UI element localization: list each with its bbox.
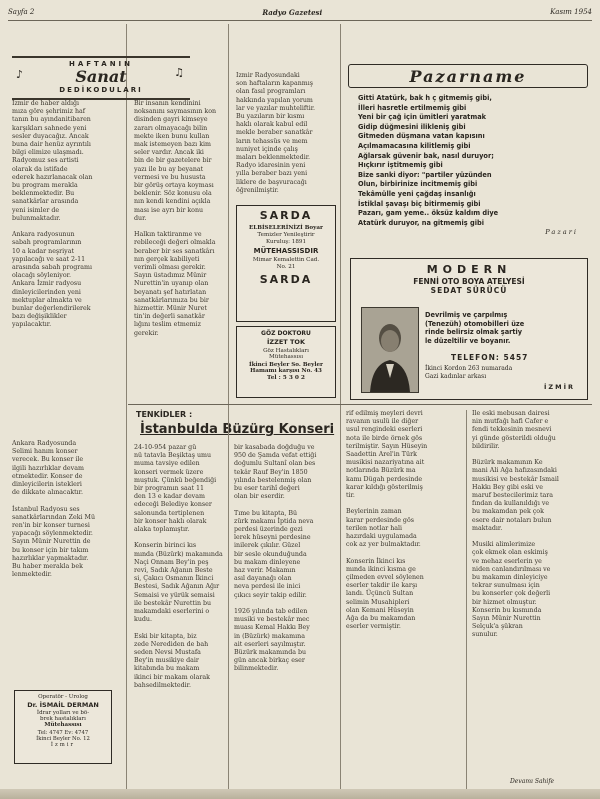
article-column-c: rif edilmiş meyleri devri ravanın usulü ile diğer usul rengindeki eserleri nota ile birde örnek gös terilmiştir. Sayın Hüseyin Saadettin Arel'in Türk musikisi nazariyatına ait notlarında Büzürk ma kamı Dügah perdesinde karar kıldığı gösterilmiş tir. Beylerinin zaman karar perdesinde gös terilen notlar hali hazırdaki uygulamada cok az yer bulmaktadır. Konserin İkinci kıs mında ikinci kısma ge çilmeden evvel söylenen eserler takdir ile karşı landı. Üçüncü Sultan selimin Musahipleri olan Kemani Hüseyin Ağa da bu makamdan eserler vermiştir. [346, 410, 428, 631]
pazarname-title-box [348, 64, 588, 88]
urologist-line1: Operatör - Urolog [38, 694, 88, 700]
page-fold [0, 789, 600, 799]
article-signature: Devamı Sahife [510, 778, 555, 785]
column-rule [340, 24, 341, 444]
radio-column-text: İzmir Radyosundaki son haftaların kapanmış olan fasıl programları hakkında yapılan yorum lar ve yazılar muhteliftir. Bu yazıların bir kısmı haklı olarak kabul edil mekle beraber sanatkâr ların tehassüs ve mem nuniyet içinde çalış maları beklenmektedir. Radyo idaresinin yeni yılla beraber bazı yeni liklere de başvuracağı öğrenilmiştir. [236, 72, 316, 194]
urologist-city: İzmir [50, 742, 76, 748]
doctor-line1: GÖZ DOKTORU [261, 330, 311, 337]
gossip-column-continued: Ankara Radyosunda Selimi hanım konser verecek. Bu konser ile ilgili hazırlıklar devam etmektedir. Konser de dinleyicilerin istekleri de dikkate alınacaktır. İstanbul Radyosu ses sanatkârlarından Zeki Mü ren'in bir konser turnesi yapacağı söylenmektedir. Sayın Münir Nurettin de bu konser için bir takım hazırlıklar yapmaktadır. Bu haber merakla bek lenmektedir. [12, 440, 96, 579]
section-rule [128, 404, 592, 405]
gossip-line1: HAFTANIN [68, 60, 134, 68]
pazarname-poem: Gitti Atatürk, bak h ç gitmemiş gibi, İlleri hasretle ertilmemiş gibi Yeni bir çağ için ümitleri yaratmak Gidip düğmesini ilikleniş gibi Gitmeden düşmana vatan kapısını Açılmamacasına kilitlemiş gibi Ağlarsak güvenir bak, nasıl duruyor; Hıçkırır iştitmemiş gibi Bize sanki diyor: "partiler yüzünden Olun, birbirinize incitmemiş gibi Tekâmülle yeni çağdaş insanlığı İstiklal şavaşı biç bitirmemiş gibi Pazarı, gam yeme.. öksüz kaldım diye Atatürk duruyor, na gitmemiş gibi [358, 94, 499, 227]
doctor-line5: İkinci Beyler So. Beyler [248, 362, 323, 368]
portrait-image [362, 308, 418, 392]
urologist-name: Dr. İSMAİL DERMAN [27, 701, 99, 709]
sarda-logo-bottom: SARDA [259, 273, 313, 286]
music-note-icon: ♪ [16, 68, 24, 81]
doctor-phone: Tel : 5 3 0 2 [267, 375, 305, 381]
doctor-line6: Hamamı karşısı No. 43 [250, 368, 322, 374]
pazarname-signature: Pazari [545, 228, 578, 237]
gossip-banner [12, 56, 190, 100]
music-note-icon: ♫ [174, 66, 184, 79]
sarda-line5: Mimar Kemalettin Cad. [252, 257, 320, 263]
issue-date: Kasım 1954 [550, 8, 592, 16]
doctor-line2: İZZET TOK [267, 338, 305, 346]
urologist-advertisement [14, 690, 112, 764]
header-rule [8, 20, 592, 21]
portrait-photo [361, 307, 419, 393]
sarda-line3: Kuruluş: 1891 [265, 239, 307, 245]
modern-line2: SEDAT SÜRÜCÜ [430, 286, 508, 295]
gossip-line3: DEDİKODULARI [59, 86, 143, 94]
sarda-logo: SARDA [259, 209, 313, 222]
sarda-advertisement [236, 205, 336, 322]
article-kicker: TENKİDLER : [136, 410, 193, 419]
column-rule [228, 410, 229, 790]
column-rule [126, 404, 127, 790]
article-column-d: İle eski mebusan dairesi nin mutfağı hafi Cafer e fendi tekkesinin mesnevi yi günde gösterildi olduğu bildirilir. Büzürk makamının Ke mani Ali Ağa hafızasındaki musikisi ve bestekâr Ismail Hakkı Bey gibi eski ve maruf bestecilerimiz tara fından da kullanıldığı ve bu makamdan pek çok esere dair notaları bulun maktadır. Musiki alimlerimize çok ekmek olan eskimiş ve mehaz eserlerin ye niden canlandırılması ve bu makamın dinleyiciye tekrar sunulması için bu konserler çok değerli bir hizmet olmuştur. Konserin bu kısmında Sayın Münir Nurettin Selçuk'a şükran sunulur. [472, 410, 559, 639]
modern-title: MODERN [426, 263, 512, 276]
sarda-line2: Temizler Yenileştirir [257, 232, 315, 238]
sarda-line6: No. 21 [276, 264, 296, 270]
pazarname-title: Pazarname [409, 66, 527, 86]
urologist-address: İkinci Beyler No. 12 [36, 736, 90, 742]
doctor-advertisement [236, 326, 336, 398]
doctor-line3: Göz Hastalıkları [263, 348, 309, 354]
pazarname-section [348, 64, 588, 237]
column-rule [466, 410, 467, 790]
modern-description: Devrilmiş ve çarpılmış (Tenezüh) otomobilleri üze rinde belirsiz olmak şartiy le düzeltilir ve boyanır. [425, 311, 525, 345]
modern-city: İZMİR [543, 383, 575, 391]
column-rule [228, 24, 229, 444]
gossip-line2: Sanat [75, 67, 127, 86]
urologist-phone: Tel: 4747 Ev: 4747 [37, 730, 89, 736]
article-column-a: 24-10-954 pazar gü nü tatavla Beşiktaş umu muma tavsiye edilen konseri vermek üzere muştuk. Çünkü beğendiği bir programın saat 11 den 13 e kadar devam edeceği Belediye konser salonunda tertiplenen bir konser haklı olarak alaka toplamıştır. Konserin birinci kıs mında (Büzürk) makamında Naçi Onnam Bey'in peş revi, Sadık Ağanın Beste si, Çakıcı Osmanın İkinci Bestesi, Sadık Ağanın Ağır Semaisi ve yürük semaisi ile bestekâr Nurettin bu makamdaki eserlerini o kudu. Eski bir kitapta, biz zede Nerediden de bah seden Nevsi Mustafa Bey'in musikiye dair kitabında bu makam ikinci bir makam olarak bahsedilmektedir. [134, 444, 223, 689]
article-headline: İstanbulda Büzürg Konseri [140, 422, 335, 437]
modern-line1: FENNİ OTO BOYA ATELYESİ [413, 277, 525, 286]
middle-column-text: Bir insanın kendinini noksanını saymasının kon disinden gayri kimseye zararı olmayacağı bilin mekte iken bunu kullan mak istemeyen bazı kim seler vardır. Ancak iki bin de bir gazetelere bir yazı ile bu ay beyanat vermesi ve bu hususta bir görüş ortaya koyması beklenir. Söz konusu ola nın kendi kendini açıkla ması ise ayrı bir konu dur. Halkın taktiranme ve rebileceği değeri olmakla beraber bir ses sanatkârı nın gerçek kabiliyeti verimli olması gerekir. Sayın üstadımız Münir Nurettin'in uyanıp olan beyanatı şef hatırlatan sanatkârlarımıza bu bir hizmettir. Münir Nuret tin'in değerli sanatkâr lığını teslim etmemiz gerekir. [134, 100, 217, 337]
modern-phone: TELEFON: 5457 [451, 353, 529, 362]
paper-name: Radyo Gazetesi [262, 7, 323, 17]
modern-address: İkinci Kordon 263 numarada Gazi kadınlar arkası [425, 365, 513, 380]
doctor-line4: Mütehassısı [268, 354, 304, 360]
sarda-line4: MÜTEHASSISDIR [253, 247, 319, 255]
urologist-line4: brek hastalıkları [40, 716, 86, 722]
article-column-b: bir kasabada doğduğu ve 950 de Şamda vefat ettiği doğumlu Sultanî olan bes tekâr Rauf Bey'in 1850 yılında bestelenmiş olan bu eser tarihî değeri olan bir eserdir. Tıme bu kitapta, Bü zürk makamı İptida neva perdesi üzerinde gezi lerek hüseyni perdesine inilerek çıkılır. Güzel bir sesle okunduğunda bu makam dinleyene haz verir. Makamın asıl dayanağı olan neva perdesi ile inici çıkıcı seyir takip edilir. 1926 yılında tab edilen musiki ve bestekâr mec muası Kemal Hakkı Bey in (Büzürk) makamına ait eserleri sayılmıştır. Büzürk makamında bu gün ancak birkaç eser bilinmektedir. [234, 444, 317, 673]
page-header [8, 4, 592, 20]
column-rule [340, 410, 341, 790]
urologist-line5: Mütehassısı [44, 722, 82, 728]
page-number: Sayfa 2 [8, 8, 35, 16]
sarda-line1: ELBİSELERİNİZİ Boyar [249, 225, 323, 231]
gossip-column-text: İzmir de haber aldığı mıza göre şehrimiz haf tanın bu ayındanitibaren karşıkları sahnede yeni sesler duyacağız. Ancak buna dair henüz ayrıntılı bilgi elimize ulaşmadı. Radyomuz ses artisti olarak da istifade ederek hazırlanacak olan bu program merakla beklenmektedir. Bu sanatkârlar arasında yeni isimler de bulunmaktadır. Ankara radyosunun sabah programlarının 10 a kadar neşriyat yapılacağı ve saat 2-11 arasında sabah programı olacağı söyleniyor. Ankara İzmir radyosu dinleyicilerinden yeni mektuplar almakta ve bunlar değerlendirilerek bazı değişiklikler yapılacaktır. [12, 100, 93, 329]
modern-advertisement [350, 258, 588, 400]
urologist-line3: İdrar yolları ve bö- [36, 710, 90, 716]
